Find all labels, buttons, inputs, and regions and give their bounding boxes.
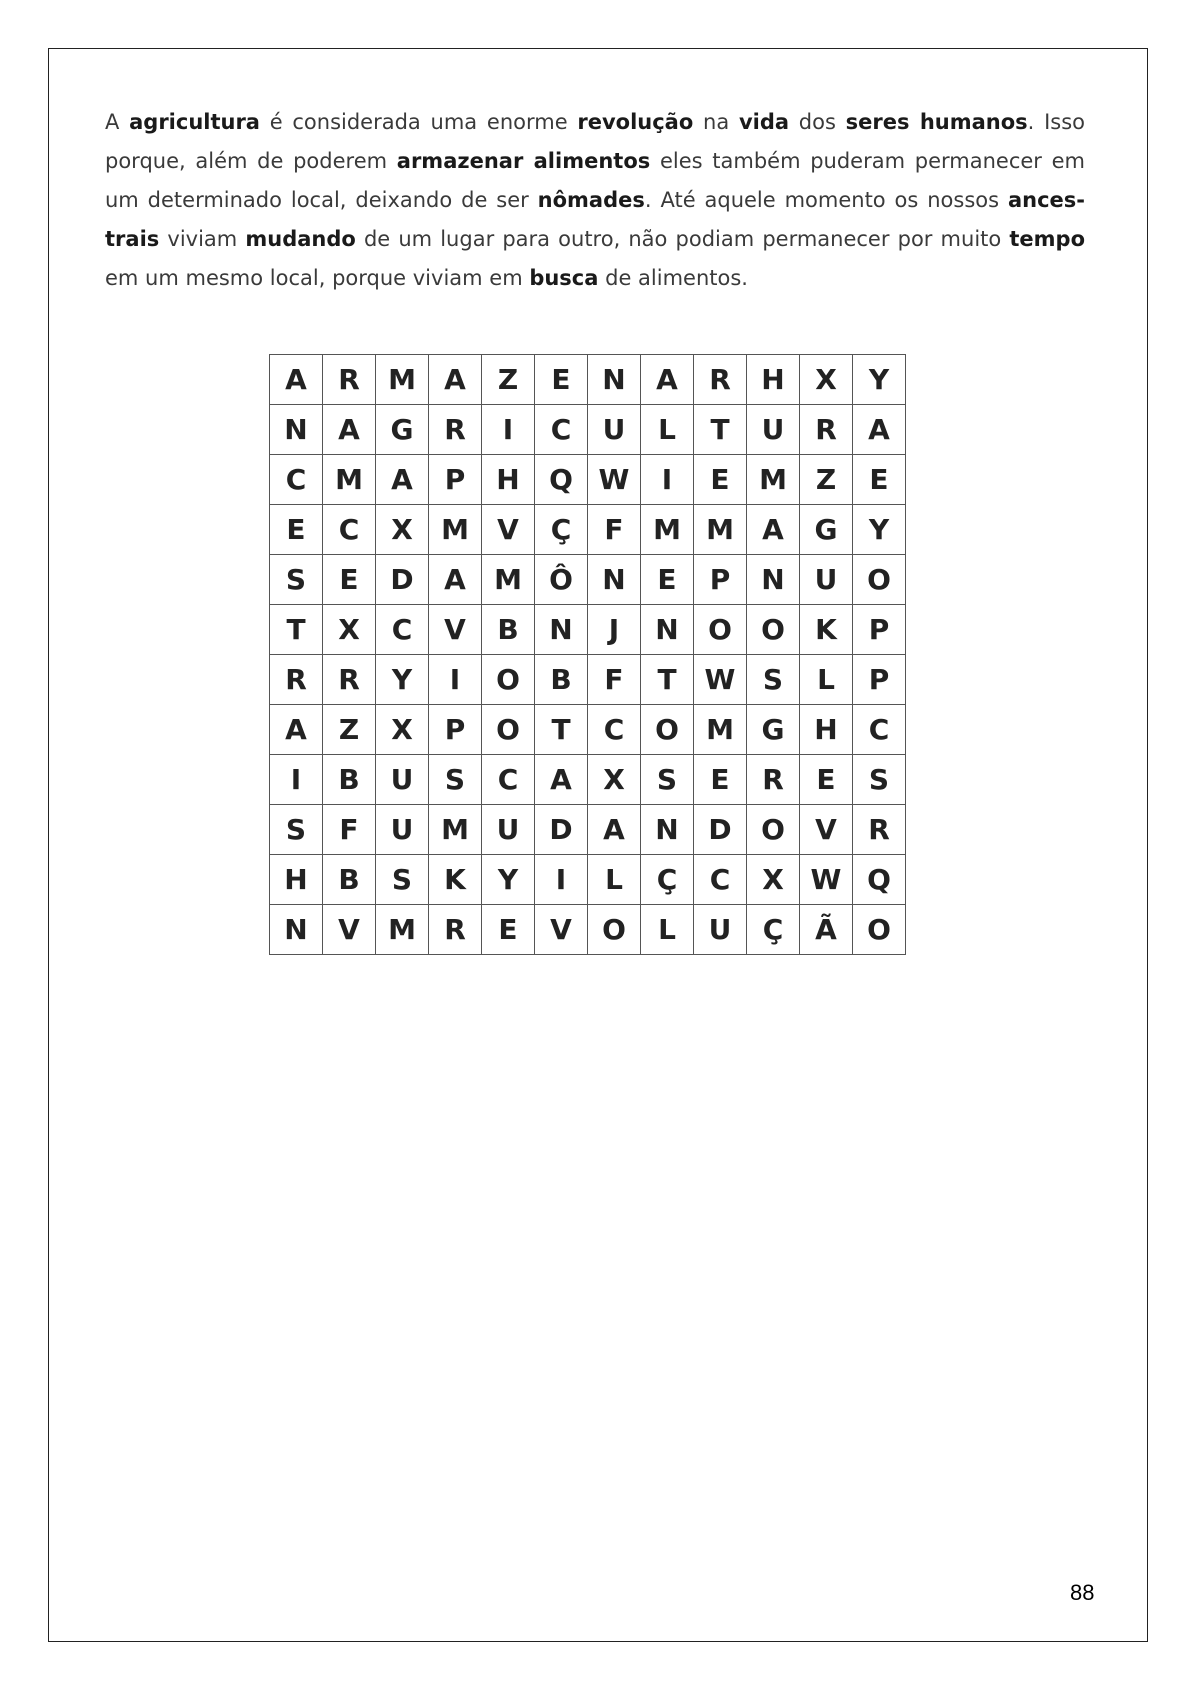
body-text: porque, além de poderem: [105, 149, 397, 173]
grid-cell[interactable]: O: [853, 555, 906, 605]
grid-cell[interactable]: X: [376, 505, 429, 555]
grid-cell[interactable]: I: [535, 855, 588, 905]
grid-cell[interactable]: S: [641, 755, 694, 805]
grid-cell[interactable]: M: [323, 455, 376, 505]
grid-cell[interactable]: E: [323, 555, 376, 605]
grid-cell[interactable]: N: [270, 905, 323, 955]
grid-cell[interactable]: A: [853, 405, 906, 455]
grid-cell[interactable]: V: [482, 505, 535, 555]
body-text: eles também puderam permanecer em: [650, 149, 1086, 173]
grid-cell[interactable]: C: [535, 405, 588, 455]
word-search-grid: [269, 354, 906, 955]
grid-cell[interactable]: C: [323, 505, 376, 555]
grid-cell[interactable]: N: [270, 405, 323, 455]
grid-cell[interactable]: E: [482, 905, 535, 955]
grid-cell[interactable]: M: [747, 455, 800, 505]
grid-cell[interactable]: M: [641, 505, 694, 555]
body-text: dos: [789, 110, 846, 134]
grid-cell[interactable]: V: [323, 905, 376, 955]
keyword-text: tempo: [1009, 227, 1085, 251]
grid-cell[interactable]: A: [588, 805, 641, 855]
grid-cell[interactable]: M: [482, 555, 535, 605]
grid-cell[interactable]: P: [429, 705, 482, 755]
grid-cell[interactable]: F: [588, 505, 641, 555]
grid-cell[interactable]: R: [323, 355, 376, 405]
grid-cell[interactable]: O: [588, 905, 641, 955]
grid-row: [270, 555, 906, 605]
grid-cell[interactable]: M: [694, 505, 747, 555]
grid-cell[interactable]: X: [588, 755, 641, 805]
grid-cell[interactable]: C: [853, 705, 906, 755]
grid-cell[interactable]: Y: [853, 505, 906, 555]
grid-cell[interactable]: P: [853, 655, 906, 705]
grid-cell[interactable]: O: [482, 705, 535, 755]
grid-cell[interactable]: L: [800, 655, 853, 705]
grid-cell[interactable]: E: [694, 455, 747, 505]
grid-cell[interactable]: C: [482, 755, 535, 805]
grid-cell[interactable]: Z: [800, 455, 853, 505]
grid-cell[interactable]: P: [853, 605, 906, 655]
grid-cell[interactable]: B: [535, 655, 588, 705]
grid-row: [270, 855, 906, 905]
grid-cell[interactable]: W: [588, 455, 641, 505]
grid-cell[interactable]: A: [376, 455, 429, 505]
grid-cell[interactable]: U: [694, 905, 747, 955]
grid-cell[interactable]: F: [323, 805, 376, 855]
grid-cell[interactable]: T: [535, 705, 588, 755]
grid-cell[interactable]: S: [747, 655, 800, 705]
body-text: de um lugar para outro, não podiam permanecer por muito: [355, 227, 1010, 251]
grid-cell[interactable]: Z: [482, 355, 535, 405]
grid-cell[interactable]: M: [376, 905, 429, 955]
keyword-text: armazenar alimentos: [396, 149, 651, 173]
grid-cell[interactable]: A: [429, 555, 482, 605]
grid-cell[interactable]: P: [694, 555, 747, 605]
grid-cell[interactable]: X: [376, 705, 429, 755]
intro-paragraph: [105, 103, 1085, 298]
grid-cell[interactable]: O: [853, 905, 906, 955]
grid-cell[interactable]: T: [694, 405, 747, 455]
grid-cell[interactable]: U: [376, 805, 429, 855]
grid-cell[interactable]: M: [376, 355, 429, 405]
grid-cell[interactable]: E: [800, 755, 853, 805]
grid-cell[interactable]: B: [482, 605, 535, 655]
grid-cell[interactable]: N: [535, 605, 588, 655]
body-text: na: [693, 110, 739, 134]
grid-cell[interactable]: W: [800, 855, 853, 905]
grid-cell[interactable]: H: [747, 355, 800, 405]
grid-cell[interactable]: V: [429, 605, 482, 655]
body-text: de alimentos.: [598, 266, 748, 290]
grid-cell[interactable]: U: [800, 555, 853, 605]
grid-cell[interactable]: M: [694, 705, 747, 755]
grid-cell[interactable]: R: [429, 905, 482, 955]
grid-row: [270, 605, 906, 655]
grid-cell[interactable]: A: [270, 355, 323, 405]
grid-cell[interactable]: L: [588, 855, 641, 905]
grid-cell[interactable]: Ã: [800, 905, 853, 955]
grid-cell[interactable]: X: [800, 355, 853, 405]
keyword-text: agricultura: [129, 110, 260, 134]
grid-cell[interactable]: N: [641, 805, 694, 855]
grid-cell[interactable]: V: [535, 905, 588, 955]
grid-cell[interactable]: H: [270, 855, 323, 905]
grid-cell[interactable]: E: [694, 755, 747, 805]
grid-cell[interactable]: S: [429, 755, 482, 805]
grid-cell[interactable]: A: [747, 505, 800, 555]
keyword-text: revolução: [577, 110, 694, 134]
grid-cell[interactable]: M: [429, 805, 482, 855]
grid-cell[interactable]: I: [482, 405, 535, 455]
grid-cell[interactable]: C: [270, 455, 323, 505]
grid-cell[interactable]: N: [588, 355, 641, 405]
grid-cell[interactable]: T: [641, 655, 694, 705]
grid-cell[interactable]: Z: [323, 705, 376, 755]
grid-cell[interactable]: D: [376, 555, 429, 605]
grid-cell[interactable]: C: [376, 605, 429, 655]
keyword-text: nômades: [537, 188, 645, 212]
grid-cell[interactable]: H: [482, 455, 535, 505]
grid-cell[interactable]: R: [747, 755, 800, 805]
grid-cell[interactable]: C: [588, 705, 641, 755]
keyword-text: mudando: [245, 227, 356, 251]
intro-line: [105, 259, 1085, 298]
grid-row: [270, 705, 906, 755]
body-text: um determinado local, deixando de ser: [105, 188, 538, 212]
keyword-text: vida: [738, 110, 790, 134]
grid-row: [270, 505, 906, 555]
grid-cell[interactable]: L: [641, 905, 694, 955]
grid-cell[interactable]: T: [270, 605, 323, 655]
page-number: 88: [1070, 1580, 1095, 1605]
grid-cell[interactable]: Ç: [641, 855, 694, 905]
grid-cell[interactable]: R: [694, 355, 747, 405]
grid-cell[interactable]: B: [323, 755, 376, 805]
grid-row: [270, 805, 906, 855]
grid-cell[interactable]: A: [270, 705, 323, 755]
grid-cell[interactable]: U: [588, 405, 641, 455]
grid-cell[interactable]: H: [800, 705, 853, 755]
grid-cell[interactable]: B: [323, 855, 376, 905]
grid-cell[interactable]: M: [429, 505, 482, 555]
body-text: . Até aquele momento os nossos: [644, 188, 1008, 212]
grid-cell[interactable]: C: [694, 855, 747, 905]
grid-cell[interactable]: A: [641, 355, 694, 405]
grid-cell[interactable]: D: [535, 805, 588, 855]
grid-cell[interactable]: R: [270, 655, 323, 705]
grid-cell[interactable]: N: [588, 555, 641, 605]
grid-cell[interactable]: G: [800, 505, 853, 555]
grid-cell[interactable]: G: [747, 705, 800, 755]
grid-cell[interactable]: E: [270, 505, 323, 555]
grid-cell[interactable]: N: [641, 605, 694, 655]
body-text: viviam: [159, 227, 246, 251]
grid-cell[interactable]: E: [641, 555, 694, 605]
grid-cell[interactable]: O: [694, 605, 747, 655]
grid-cell[interactable]: O: [747, 805, 800, 855]
grid-cell[interactable]: A: [429, 355, 482, 405]
intro-line: [105, 103, 1085, 142]
grid-cell[interactable]: U: [376, 755, 429, 805]
grid-cell[interactable]: L: [641, 405, 694, 455]
grid-cell[interactable]: R: [323, 655, 376, 705]
grid-cell[interactable]: I: [641, 455, 694, 505]
grid-cell[interactable]: Q: [535, 455, 588, 505]
intro-line: [105, 142, 1085, 181]
grid-cell[interactable]: Y: [482, 855, 535, 905]
grid-cell[interactable]: S: [270, 805, 323, 855]
grid-row: [270, 755, 906, 805]
grid-cell[interactable]: A: [535, 755, 588, 805]
grid-cell[interactable]: O: [641, 705, 694, 755]
grid-cell[interactable]: A: [323, 405, 376, 455]
grid-cell[interactable]: S: [853, 755, 906, 805]
intro-line: [105, 220, 1085, 259]
grid-cell[interactable]: F: [588, 655, 641, 705]
grid-cell[interactable]: S: [270, 555, 323, 605]
grid-cell[interactable]: U: [482, 805, 535, 855]
grid-row: [270, 455, 906, 505]
grid-cell[interactable]: R: [429, 405, 482, 455]
grid-cell[interactable]: R: [800, 405, 853, 455]
grid-cell[interactable]: K: [429, 855, 482, 905]
grid-cell[interactable]: I: [429, 655, 482, 705]
grid-cell[interactable]: O: [482, 655, 535, 705]
keyword-text: seres humanos: [845, 110, 1028, 134]
grid-cell[interactable]: X: [747, 855, 800, 905]
grid-row: [270, 655, 906, 705]
grid-cell[interactable]: E: [535, 355, 588, 405]
grid-cell[interactable]: Y: [853, 355, 906, 405]
grid-cell[interactable]: R: [853, 805, 906, 855]
grid-cell[interactable]: V: [800, 805, 853, 855]
grid-cell[interactable]: W: [694, 655, 747, 705]
grid-cell[interactable]: Ç: [535, 505, 588, 555]
keyword-text: busca: [529, 266, 599, 290]
grid-row: [270, 355, 906, 405]
keyword-text: ances-: [1007, 188, 1085, 212]
grid-cell[interactable]: J: [588, 605, 641, 655]
grid-cell[interactable]: Y: [376, 655, 429, 705]
grid-cell[interactable]: K: [800, 605, 853, 655]
grid-cell[interactable]: Ç: [747, 905, 800, 955]
grid-cell[interactable]: I: [270, 755, 323, 805]
grid-cell[interactable]: X: [323, 605, 376, 655]
grid-cell[interactable]: Ô: [535, 555, 588, 605]
grid-row: [270, 905, 906, 955]
grid-cell[interactable]: N: [747, 555, 800, 605]
body-text: em um mesmo local, porque viviam em: [105, 266, 530, 290]
body-text: é considerada uma enorme: [259, 110, 578, 134]
grid-cell[interactable]: O: [747, 605, 800, 655]
grid-cell[interactable]: G: [376, 405, 429, 455]
grid-cell[interactable]: E: [853, 455, 906, 505]
grid-row: [270, 405, 906, 455]
grid-cell[interactable]: D: [694, 805, 747, 855]
intro-line: [105, 181, 1085, 220]
keyword-text: trais: [105, 227, 160, 251]
body-text: A: [105, 110, 130, 134]
grid-cell[interactable]: U: [747, 405, 800, 455]
grid-cell[interactable]: S: [376, 855, 429, 905]
grid-cell[interactable]: P: [429, 455, 482, 505]
grid-cell[interactable]: Q: [853, 855, 906, 905]
body-text: . Isso: [1027, 110, 1086, 134]
